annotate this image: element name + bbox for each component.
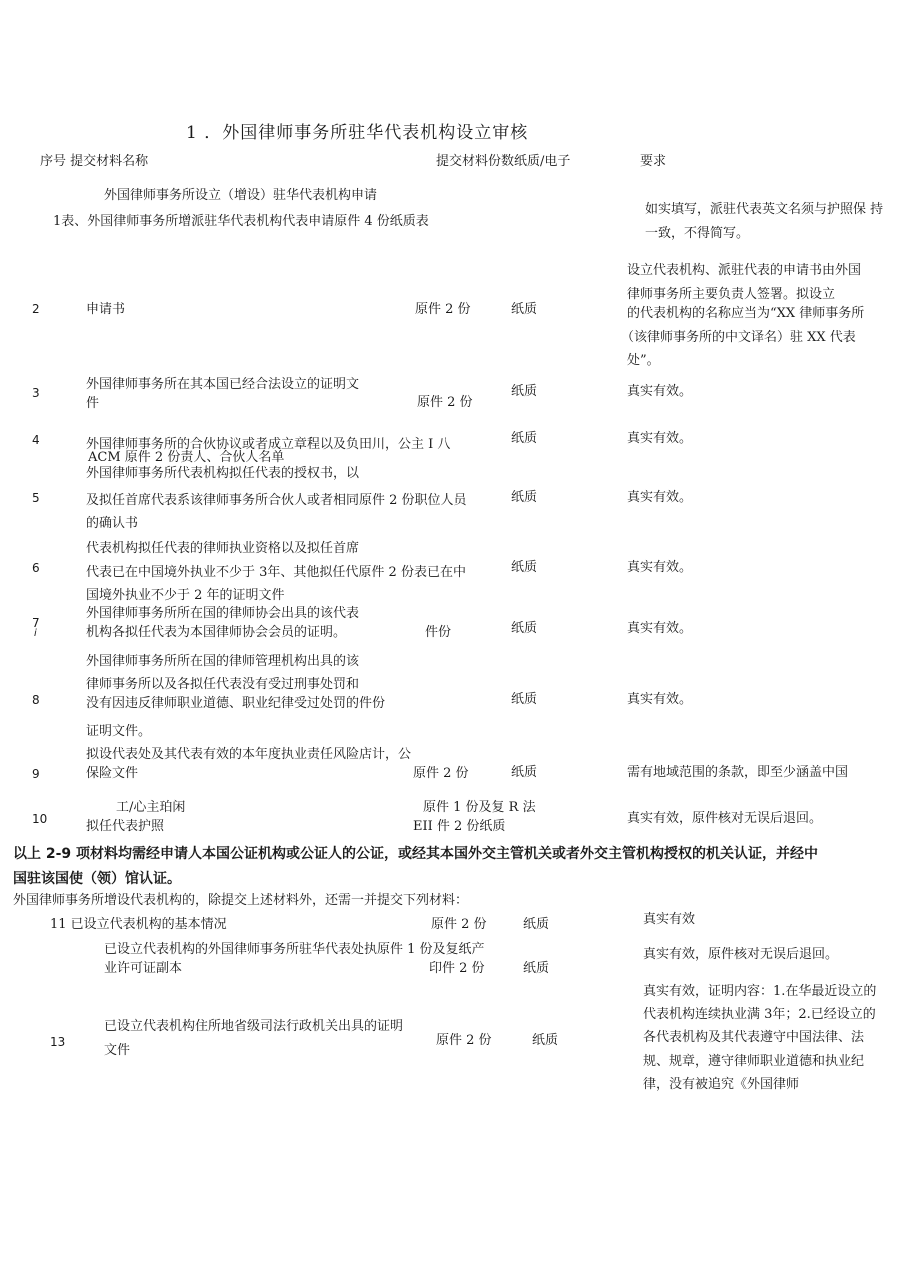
row8-name-line4: 证明文件。 xyxy=(86,724,152,739)
row6-req: 真实有效。 xyxy=(627,560,693,575)
row12-name-line2: 业许可证副本 xyxy=(104,961,183,976)
row3-req: 真实有效。 xyxy=(627,384,693,399)
row13-num: 13 xyxy=(50,1035,66,1049)
row12-count: 印件 2 份 xyxy=(429,961,485,976)
row6-num: 6 xyxy=(32,561,40,575)
row10-count-line1: 原件 1 份及复 R 法 xyxy=(423,800,536,815)
row6-medium: 纸质 xyxy=(511,560,538,575)
row3-name-line2: 件 xyxy=(86,396,100,411)
row4-req: 真实有效。 xyxy=(627,431,693,446)
row5-req: 真实有效。 xyxy=(627,490,693,505)
row3-num: 3 xyxy=(32,386,40,400)
row1-name-line1: 外国律师事务所设立（增设）驻华代表机构申请 xyxy=(104,188,378,203)
row3-name-line1: 外国律师事务所在其本国已经合法设立的证明文 xyxy=(86,377,360,392)
header-count-medium: 提交材料份数纸质/电子 xyxy=(436,154,571,169)
row4-medium: 纸质 xyxy=(511,431,538,446)
row7-name-line1: 外国律师事务所所在国的律师协会出具的该代表 xyxy=(86,606,360,621)
row8-name-line3: 没有因违反律师职业道德、职业纪律受过处罚的件份 xyxy=(86,696,386,711)
row7-medium: 纸质 xyxy=(511,621,538,636)
row1-name-line2: 1表、外国律师事务所增派驻华代表机构代表申请原件 4 份纸质表 xyxy=(53,214,429,229)
row7-num: 7 xyxy=(32,616,40,630)
row2-req-line2: 律师事务所主要负责人签署。拟设立 xyxy=(627,287,836,302)
row1-req-line1: 如实填写，派驻代表英文名须与护照保 持 xyxy=(645,202,884,217)
row2-req-line3: 的代表机构的名称应当为“XX 律师事务所 xyxy=(627,306,865,321)
row9-count: 原件 2 份 xyxy=(413,766,469,781)
header-seq-name: 序号 提交材料名称 xyxy=(40,154,149,169)
notarization-note-line1: 以上 2-9 项材料均需经申请人本国公证机构或公证人的公证，或经其本国外交主管机关或者外交主管机构授权的机关认证，并经中 xyxy=(13,846,819,862)
row4-name-line2: ACM 原件 2 份责人、合伙人名单 xyxy=(88,450,285,465)
row9-num: 9 xyxy=(32,767,40,781)
row3-count: 原件 2 份 xyxy=(417,395,473,410)
row11-name: 11 已设立代表机构的基本情况 xyxy=(50,917,227,932)
row9-name-line2: 保险文件 xyxy=(86,766,139,781)
row13-req-line4: 规、规章，遵守律师职业道德和执业纪 xyxy=(643,1054,865,1069)
row9-medium: 纸质 xyxy=(511,765,538,780)
row1-req-line2: 一致，不得简写。 xyxy=(645,226,750,241)
row5-name-line3: 的确认书 xyxy=(86,516,139,531)
page-title: 1 ．外国律师事务所驻华代表机构设立审核 xyxy=(186,123,529,143)
row10-name-line1: 工/心主珀闲 xyxy=(116,800,186,815)
row9-req: 需有地域范围的条款，即至少涵盖中国 xyxy=(627,765,849,780)
row8-req: 真实有效。 xyxy=(627,692,693,707)
row11-req: 真实有效 xyxy=(643,912,696,927)
row2-name: 申请书 xyxy=(86,302,126,317)
row2-medium: 纸质 xyxy=(511,302,538,317)
row5-medium: 纸质 xyxy=(511,490,538,505)
row8-name-line1: 外国律师事务所所在国的律师管理机构出具的该 xyxy=(86,654,360,669)
row7-count: 件份 xyxy=(425,625,452,640)
row7-req: 真实有效。 xyxy=(627,621,693,636)
row5-num: 5 xyxy=(32,491,40,505)
row13-req-line2: 代表机构连续执业满 3年；2.已经设立的 xyxy=(643,1007,876,1022)
row13-name-line2: 文件 xyxy=(104,1043,131,1058)
row3-medium: 纸质 xyxy=(511,384,538,399)
row10-count-line2: EII 件 2 份纸质 xyxy=(413,819,506,834)
row12-medium: 纸质 xyxy=(523,961,550,976)
row6-name-line2: 代表已在中国境外执业不少于 3年、其他拟任代原件 2 份表已在中 xyxy=(86,565,466,580)
row13-req-line3: 各代表机构及其代表遵守中国法律、法 xyxy=(643,1030,865,1045)
row2-req-line5: 处”。 xyxy=(627,353,660,368)
row9-name-line1: 拟设代表处及其代表有效的本年度执业责任风险店计，公 xyxy=(86,747,412,762)
row6-name-line1: 代表机构拟任代表的律师执业资格以及拟任首席 xyxy=(86,541,360,556)
row5-name-line2: 及拟任首席代表系该律师事务所合伙人或者相同原件 2 份职位人员 xyxy=(86,493,467,508)
row8-num: 8 xyxy=(32,693,40,707)
row13-medium: 纸质 xyxy=(532,1033,559,1048)
row10-num: 10 xyxy=(32,812,48,826)
extra-materials-intro: 外国律师事务所增设代表机构的，除提交上述材料外，还需一并提交下列材料： xyxy=(13,893,469,908)
row11-medium: 纸质 xyxy=(523,917,550,932)
row8-name-line2: 律师事务所以及各拟任代表没有受过刑事处罚和 xyxy=(86,677,360,692)
row7-name-line2: 机构各拟任代表为本国律师协会会员的证明。 xyxy=(86,625,347,640)
notarization-note-line2: 国驻该国使（领）馆认证。 xyxy=(13,871,181,887)
row4-name-line1: 外国律师事务所的合伙协议或者成立章程以及负田川，公主 I 八 xyxy=(86,437,451,452)
row13-req-line5: 律，没有被追究《外国律师 xyxy=(643,1077,800,1092)
row2-req-line1: 设立代表机构、派驻代表的申请书由外国 xyxy=(627,263,862,278)
row13-count: 原件 2 份 xyxy=(436,1033,492,1048)
row2-count: 原件 2 份 xyxy=(415,302,471,317)
row12-name-line1: 已设立代表机构的外国律师事务所驻华代表处执原件 1 份及复纸产 xyxy=(104,942,485,957)
row11-count: 原件 2 份 xyxy=(431,917,487,932)
row2-req-line4: （该律师事务所的中文译名）驻 XX 代表 xyxy=(621,330,856,345)
row5-name-line1: 外国律师事务所代表机构拟任代表的授权书，以 xyxy=(86,466,360,481)
row10-req: 真实有效，原件核对无误后退回。 xyxy=(627,811,823,826)
row10-name-line2: 拟任代表护照 xyxy=(86,819,165,834)
row8-medium: 纸质 xyxy=(511,692,538,707)
row12-req: 真实有效，原件核对无误后退回。 xyxy=(643,947,839,962)
row2-num: 2 xyxy=(32,302,40,316)
row7-num-sub: i xyxy=(34,628,37,639)
header-requirement: 要求 xyxy=(640,154,667,169)
row4-num: 4 xyxy=(32,433,40,447)
row13-req-line1: 真实有效，证明内容：1.在华最近设立的 xyxy=(643,984,877,999)
row6-name-line3: 国境外执业不少于 2 年的证明文件 xyxy=(86,588,285,603)
row13-name-line1: 已设立代表机构住所地省级司法行政机关出具的证明 xyxy=(104,1019,404,1034)
